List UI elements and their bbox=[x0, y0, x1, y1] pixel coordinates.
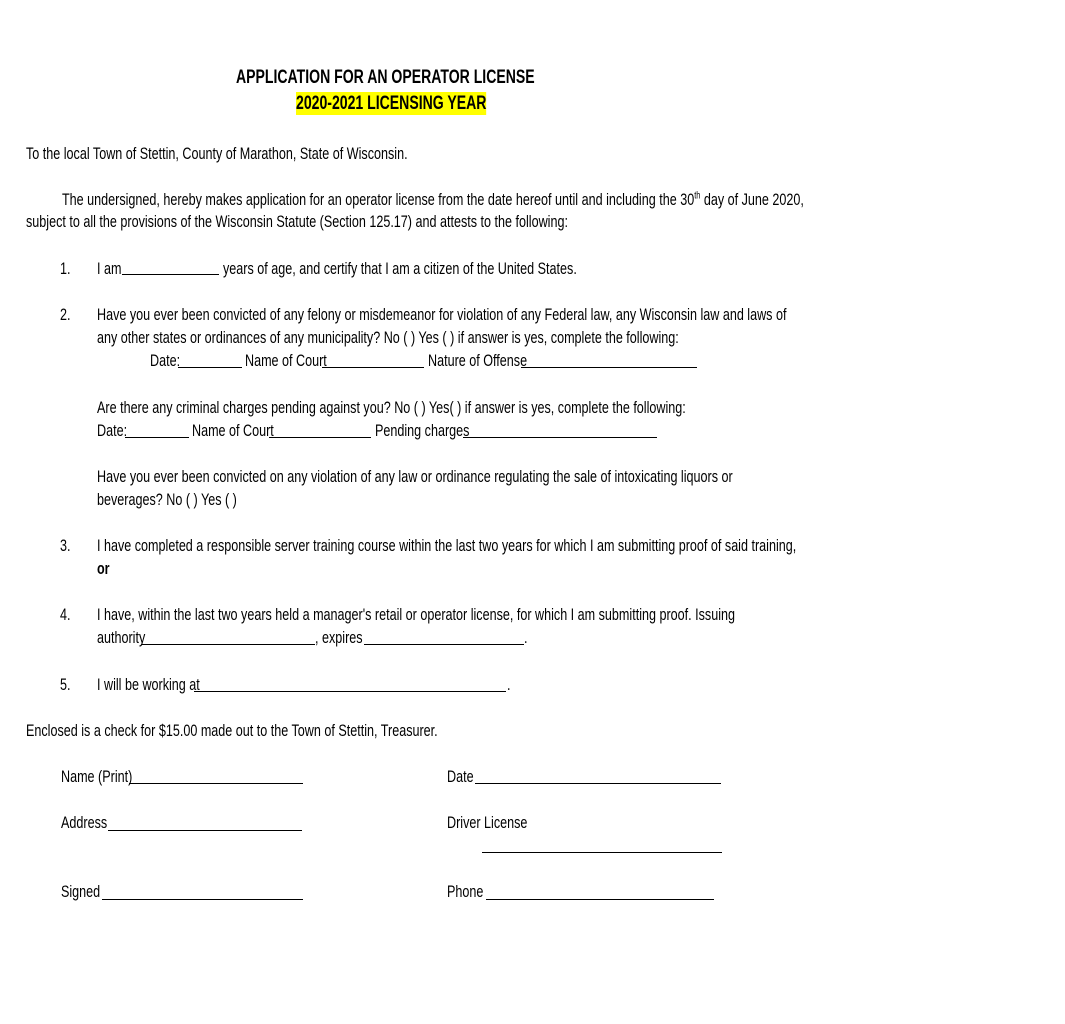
form-title-wrap bbox=[236, 66, 640, 89]
driver-license-label: Driver License bbox=[447, 813, 528, 832]
working-at-label: I will be working at bbox=[97, 675, 200, 694]
item3-line1: I have completed a responsible server training course within the last two years for which I am submitting proof of said training, bbox=[97, 536, 797, 555]
item1-number: 1. bbox=[60, 259, 71, 278]
item2-num-wrap bbox=[60, 303, 74, 326]
pending-charges-label-wrap bbox=[375, 419, 503, 442]
address-label: Address bbox=[61, 813, 108, 832]
item1-post-wrap bbox=[223, 257, 701, 280]
para1-text bbox=[62, 188, 804, 211]
para1-main: The undersigned, hereby makes application for an operator license from the date hereof until and including the 30 bbox=[62, 190, 695, 209]
offense-label-wrap bbox=[428, 349, 562, 372]
phone-label: Phone bbox=[447, 882, 484, 901]
date-label: Date bbox=[447, 767, 474, 786]
item5-period-wrap bbox=[507, 673, 512, 696]
pending-charges-field[interactable] bbox=[463, 437, 657, 438]
phone-field[interactable] bbox=[486, 899, 714, 900]
item3-or: or bbox=[97, 559, 110, 578]
liquor-question-line1: Have you ever been convicted on any violation of any law or ordinance regulating the sale of intoxicating liquors or bbox=[97, 467, 733, 486]
para1-end: day of June 2020, bbox=[700, 190, 804, 209]
signature-field[interactable] bbox=[102, 899, 303, 900]
item3-number: 3. bbox=[60, 536, 71, 555]
expires-label-wrap bbox=[315, 626, 379, 649]
item4-line1-wrap bbox=[97, 603, 959, 626]
enclosed-text: Enclosed is a check for $15.00 made out to the Town of Stettin, Treasurer. bbox=[26, 721, 438, 740]
pending-charges-question: Are there any criminal charges pending against you? No ( ) Yes( ) if answer is yes, complete the following: bbox=[97, 398, 686, 417]
name-label-wrap bbox=[61, 765, 157, 788]
offense-label: Nature of Offense bbox=[428, 351, 528, 370]
item5-pre-wrap bbox=[97, 673, 236, 696]
name-print-field[interactable] bbox=[129, 783, 303, 784]
para2-wrap bbox=[26, 210, 758, 233]
para1-sup: th bbox=[694, 190, 701, 202]
driver-license-field[interactable] bbox=[482, 852, 722, 853]
item1-text-pre: I am bbox=[97, 259, 122, 278]
pending-line-wrap bbox=[97, 396, 893, 419]
intro-wrap bbox=[26, 142, 542, 165]
item5-num-wrap bbox=[60, 673, 74, 696]
form-subtitle: 2020-2021 LICENSING YEAR bbox=[296, 93, 487, 114]
pending-court-field[interactable] bbox=[269, 437, 371, 438]
conviction-court-field[interactable] bbox=[322, 367, 424, 368]
item2-line1: Have you ever been convicted of any felony or misdemeanor for violation of any Federal law, any Wisconsin law and laws of bbox=[97, 305, 787, 324]
expires-label: , expires bbox=[315, 628, 363, 647]
item1-pre-wrap bbox=[97, 257, 130, 280]
offense-field[interactable] bbox=[521, 367, 697, 368]
item4-num-wrap bbox=[60, 603, 74, 626]
item4-number: 4. bbox=[60, 605, 71, 624]
conviction-date-label-wrap bbox=[150, 349, 191, 372]
liquor-line2-wrap bbox=[97, 488, 286, 511]
item5-period: . bbox=[507, 675, 511, 694]
age-field[interactable] bbox=[122, 274, 219, 275]
form-title: APPLICATION FOR AN OPERATOR LICENSE bbox=[236, 67, 535, 88]
driver-label-wrap bbox=[447, 811, 556, 834]
item1-text-post: years of age, and certify that I am a citizen of the United States. bbox=[223, 259, 577, 278]
signed-label: Signed bbox=[61, 882, 101, 901]
item2-number: 2. bbox=[60, 305, 71, 324]
pending-charges-label: Pending charges bbox=[375, 421, 470, 440]
name-print-label: Name (Print) bbox=[61, 767, 133, 786]
item4-line1: I have, within the last two years held a manager's retail or operator license, for which I am submitting proof. Issuing bbox=[97, 605, 736, 624]
item5-number: 5. bbox=[60, 675, 71, 694]
authority-label: authority bbox=[97, 628, 146, 647]
para2-text: subject to all the provisions of the Wisconsin Statute (Section 125.17) and attests to the following: bbox=[26, 212, 568, 231]
item2-line1-wrap bbox=[97, 303, 1029, 326]
date-label-wrap bbox=[447, 765, 483, 788]
working-at-field[interactable] bbox=[194, 691, 506, 692]
authority-label-wrap bbox=[97, 626, 162, 649]
date-field[interactable] bbox=[475, 783, 721, 784]
pending-date-field[interactable] bbox=[125, 437, 189, 438]
conviction-date-field[interactable] bbox=[178, 367, 242, 368]
item3-or-wrap bbox=[97, 557, 114, 580]
address-field[interactable] bbox=[108, 830, 302, 831]
form-subtitle-wrap bbox=[296, 92, 553, 115]
item2-line2-wrap bbox=[97, 326, 883, 349]
item3-line1-wrap bbox=[97, 534, 1042, 557]
pending-date-label-wrap bbox=[97, 419, 138, 442]
pending-court-label: Name of Court bbox=[192, 421, 274, 440]
item2-line2: any other states or ordinances of any municipality? No ( ) Yes ( ) if answer is yes, complete the following: bbox=[97, 328, 679, 347]
intro-text: To the local Town of Stettin, County of Marathon, State of Wisconsin. bbox=[26, 144, 408, 163]
pending-date-label: Date: bbox=[97, 421, 128, 440]
conviction-date-label: Date: bbox=[150, 351, 181, 370]
para1-wrap bbox=[62, 188, 1065, 211]
conviction-court-label-wrap bbox=[245, 349, 356, 372]
item4-period-wrap bbox=[524, 626, 529, 649]
conviction-court-label: Name of Court bbox=[245, 351, 327, 370]
item3-num-wrap bbox=[60, 534, 74, 557]
item4-period: . bbox=[524, 628, 528, 647]
liquor-question-line2: beverages? No ( ) Yes ( ) bbox=[97, 490, 237, 509]
issuing-authority-field[interactable] bbox=[141, 644, 315, 645]
liquor-line1-wrap bbox=[97, 465, 956, 488]
expires-field[interactable] bbox=[364, 644, 524, 645]
enclosed-wrap bbox=[26, 719, 582, 742]
item1-num-wrap bbox=[60, 257, 74, 280]
pending-court-label-wrap bbox=[192, 419, 303, 442]
